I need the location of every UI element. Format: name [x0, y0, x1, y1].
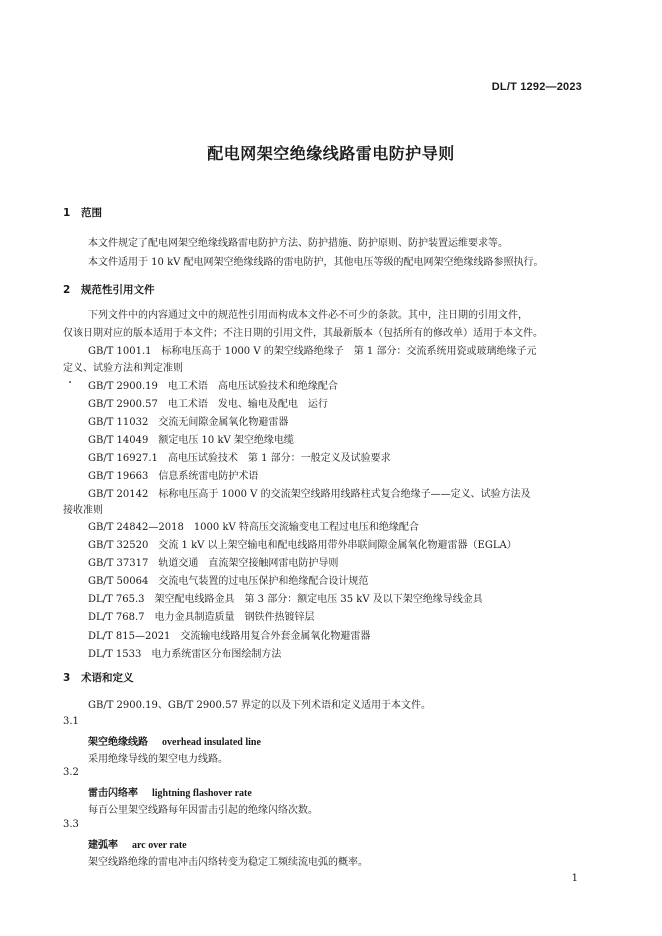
page-number: 1 — [571, 873, 578, 884]
reference-item: DL/T 768.7 电力金具制造质量 钢铁件热镀锌层 — [88, 612, 315, 623]
section-number: 2 — [63, 284, 71, 296]
term-heading — [88, 733, 261, 748]
term-en: lightning flashover rate — [152, 788, 252, 799]
term-definition: 采用绝缘导线的架空电力线路。 — [88, 754, 228, 765]
reference-item: GB/T 2900.57 电工术语 发电、输电及配电 运行 — [88, 399, 328, 410]
scope-paragraph-2: 本文件适用于 10 kV 配电网架空绝缘线路的雷电防护，其他电压等级的配电网架空绝缘线路参照执行。 — [88, 257, 544, 268]
normative-intro-line-2: 仅该日期对应的版本适用于本文件；不注日期的引用文件，其最新版本（包括所有的修改单）适用于本文件。 — [63, 328, 543, 339]
section-number: 1 — [63, 207, 71, 219]
term-heading — [88, 784, 252, 799]
scope-paragraph-1: 本文件规定了配电网架空绝缘线路雷电防护方法、防护措施、防护原则、防护装置运维要求等。 — [88, 238, 508, 249]
term-en: arc over rate — [132, 840, 187, 851]
section-title: 规范性引用文件 — [81, 284, 155, 296]
reference-item: GB/T 32520 交流 1 kV 以上架空输电和配电线路用带外串联间隙金属氧化物避雷器（EGLA） — [88, 540, 517, 551]
term-zh: 建弧率 — [88, 840, 118, 851]
reference-item: GB/T 11032 交流无间隙金属氧化物避雷器 — [88, 417, 289, 428]
reference-item: GB/T 50064 交流电气装置的过电压保护和绝缘配合设计规范 — [88, 576, 369, 587]
section-3-heading — [63, 670, 134, 685]
term-en: overhead insulated line — [162, 737, 261, 748]
term-definition: 架空线路绝缘的雷电冲击闪络转变为稳定工频续流电弧的概率。 — [88, 857, 368, 868]
reference-item: DL/T 1533 电力系统雷区分布图绘制方法 — [88, 649, 282, 660]
reference-item: GB/T 2900.19 电工术语 高电压试验技术和绝缘配合 — [88, 381, 338, 392]
section-number: 3 — [63, 672, 71, 684]
reference-continuation: 定义、试验方法和判定准则 — [63, 363, 183, 374]
reference-item: GB/T 14049 额定电压 10 kV 架空绝缘电缆 — [88, 435, 294, 446]
reference-item: GB/T 1001.1 标称电压高于 1000 V 的架空线路绝缘子 第 1 部分：交流系统用瓷或玻璃绝缘子元 — [88, 346, 537, 357]
term-number: 3.3 — [63, 819, 79, 830]
reference-item: GB/T 16927.1 高电压试验技术 第 1 部分：一般定义及试验要求 — [88, 453, 391, 464]
reference-item: GB/T 24842—2018 1000 kV 特高压交流输变电工程过电压和绝缘配合 — [88, 522, 419, 533]
normative-intro-line-1: 下列文件中的内容通过文中的规范性引用而构成本文件必不可少的条款。其中，注日期的引用文件， — [88, 310, 528, 321]
document-title: 配电网架空绝缘线路雷电防护导则 — [207, 144, 455, 163]
term-number: 3.1 — [63, 716, 79, 727]
section-title: 范围 — [81, 207, 102, 219]
term-definition: 每百公里架空线路每年因雷击引起的绝缘闪络次数。 — [88, 805, 318, 816]
term-heading — [88, 836, 187, 851]
reference-item: DL/T 765.3 架空配电线路金具 第 3 部分：额定电压 35 kV 及以下架空绝缘导线金具 — [88, 594, 483, 605]
reference-item: GB/T 20142 标称电压高于 1000 V 的交流架空线路用线路柱式复合绝缘子——定义、试验方法及 — [88, 489, 531, 500]
scan-mark — [69, 381, 71, 383]
terms-intro: GB/T 2900.19、GB/T 2900.57 界定的以及下列术语和定义适用于本文件。 — [88, 700, 431, 711]
document-code: DL/T 1292—2023 — [491, 81, 582, 93]
section-2-heading — [63, 282, 155, 297]
reference-continuation: 接收准则 — [63, 505, 103, 516]
reference-item: GB/T 37317 轨道交通 直流架空接触网雷电防护导则 — [88, 558, 339, 569]
reference-item: DL/T 815—2021 交流输电线路用复合外套金属氧化物避雷器 — [88, 631, 371, 642]
section-1-heading — [63, 205, 102, 220]
section-title: 术语和定义 — [81, 672, 134, 684]
reference-item: GB/T 19663 信息系统雷电防护术语 — [88, 471, 259, 482]
term-number: 3.2 — [63, 767, 79, 778]
term-zh: 架空绝缘线路 — [88, 737, 148, 748]
term-zh: 雷击闪络率 — [88, 788, 138, 799]
